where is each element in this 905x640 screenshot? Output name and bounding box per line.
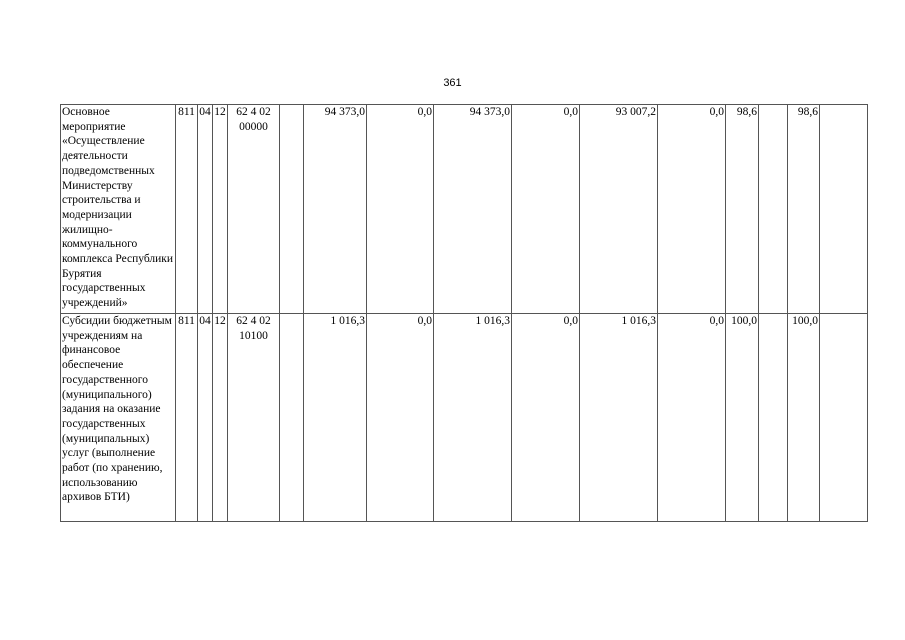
row-name: Основное мероприятие «Осуществление деятельности подведомственных Министерству строительства и модернизации жилищно-коммунального комплекса Республики Бурятия государственных учреждений» (61, 105, 176, 314)
plan-republic: 94 373,0 (434, 105, 512, 314)
target-article-code: 62 4 02 00000 (228, 105, 280, 314)
plan-total: 94 373,0 (304, 105, 367, 314)
section-code: 04 (198, 105, 213, 314)
plan-other: 0,0 (512, 314, 580, 522)
percent-other (820, 105, 868, 314)
percent-federal (759, 314, 788, 522)
plan-republic: 1 016,3 (434, 314, 512, 522)
fact-federal: 0,0 (658, 105, 726, 314)
percent-republic: 100,0 (788, 314, 820, 522)
table-row (61, 105, 868, 314)
target-article-code: 62 4 02 10100 (228, 314, 280, 522)
fact-total: 93 007,2 (580, 105, 658, 314)
plan-federal: 0,0 (367, 314, 434, 522)
section-code: 04 (198, 314, 213, 522)
percent-republic: 98,6 (788, 105, 820, 314)
percent-total: 100,0 (726, 314, 759, 522)
percent-total: 98,6 (726, 105, 759, 314)
grbs-code: 811 (176, 314, 198, 522)
page-number: 361 (443, 77, 462, 89)
table-row (61, 314, 868, 522)
expense-type-code (280, 314, 304, 522)
percent-other (820, 314, 868, 522)
expense-type-code (280, 105, 304, 314)
grbs-code: 811 (176, 105, 198, 314)
plan-federal: 0,0 (367, 105, 434, 314)
plan-other: 0,0 (512, 105, 580, 314)
percent-federal (759, 105, 788, 314)
subsection-code: 12 (213, 105, 228, 314)
row-name: Субсидии бюджетным учреждениям на финансовое обеспечение государственного (муниципального) задания на оказание государственных (муниципальных) услуг (выполнение работ (по хранению, использованию архивов БТИ) (61, 314, 176, 522)
plan-total: 1 016,3 (304, 314, 367, 522)
fact-total: 1 016,3 (580, 314, 658, 522)
budget-table (60, 104, 868, 522)
fact-federal: 0,0 (658, 314, 726, 522)
subsection-code: 12 (213, 314, 228, 522)
